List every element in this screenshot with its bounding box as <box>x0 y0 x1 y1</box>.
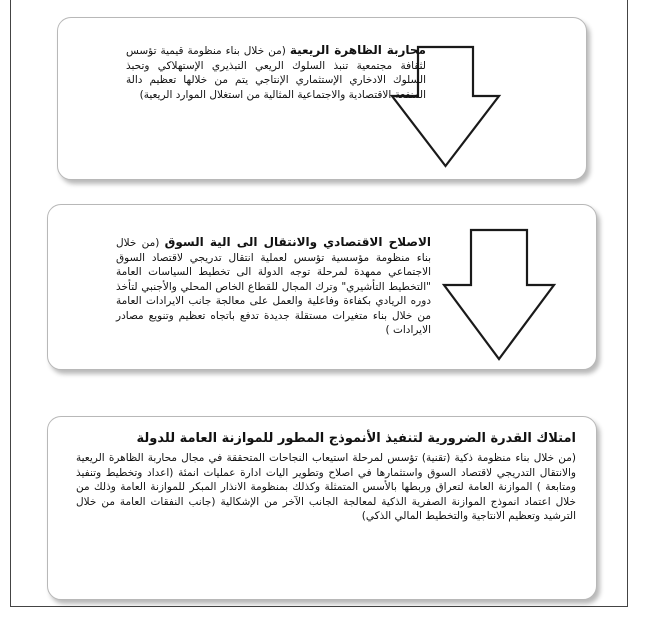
card-text <box>116 235 431 338</box>
card-text <box>126 43 426 102</box>
card-body: (من خلال بناء منظومة قيمية تؤسس لثقافة مجتمعية تنبذ السلوك الريعي التبذيري الإستهلاكي وتحبذ السلوك الادخاري الإستثماري الإنتاجي يتم من خلالها تعظيم دالة المنفعة الاقتصادية والاجتماعية المثالية من استغلال الموارد الريعية) <box>126 45 426 101</box>
card-title: الاصلاح الاقتصادي والانتقال الى الية السوق <box>164 235 431 249</box>
card-title: امتلاك القدرة الضرورية لتنفيذ الأنموذج المطور للموازنة العامة للدولة <box>136 431 576 446</box>
card-body: (من خلال بناء منظومة ذكية (تقنية) تؤسس لمرحلة استيعاب النجاحات المتحققة في مجال محاربة الظاهرة الريعية والانتقال التدريجي لاقتصاد السوق واستثمارها في اصلاح وتطوير اليات ادارة عمليات انمئة (اعداد وتخطيط وتنفيذ ومتابعة ) الموازنة العامة لتعراق وربطها بالأسس المتمثلة وكذلك بمنظومة الانذار المبكر للموازنة العامة وذلك من خلال اعتماد انموذج الموازنة الصفرية الذكية لمعالجة الجانب الآخر من الإشكالية (جانب النفقات العامة من خلال الترشيد وتعظيم الانتاجية والتخطيط المالي الذكي) <box>76 452 576 522</box>
card-text <box>76 429 576 524</box>
card-rentier-phenomenon <box>57 17 587 180</box>
down-arrow-icon <box>440 227 558 362</box>
card-economic-reform <box>47 204 597 370</box>
card-budget-capacity <box>47 416 597 600</box>
card-title: محاربة الظاهرة الريعية <box>289 43 426 57</box>
card-body: (من خلال بناء منظومة مؤسسية تؤسس لعملية انتقال تدريجي لاقتصاد السوق الاجتماعي ممهدة لمرحلة توجه الدولة الى تخطيط السياسات العامة "التخطيط التأشيري" وترك المجال للقطاع الخاص المحلي والأجنبي لتأخذ دوره الريادي بكفاءة وفاعلية والعمل على معالجة جانب الايرادات العامة من خلال بناء متغيرات مستقلة جديدة تدفع باتجاه تعظيم وتنويع مصادر الايرادات ) <box>116 237 431 336</box>
